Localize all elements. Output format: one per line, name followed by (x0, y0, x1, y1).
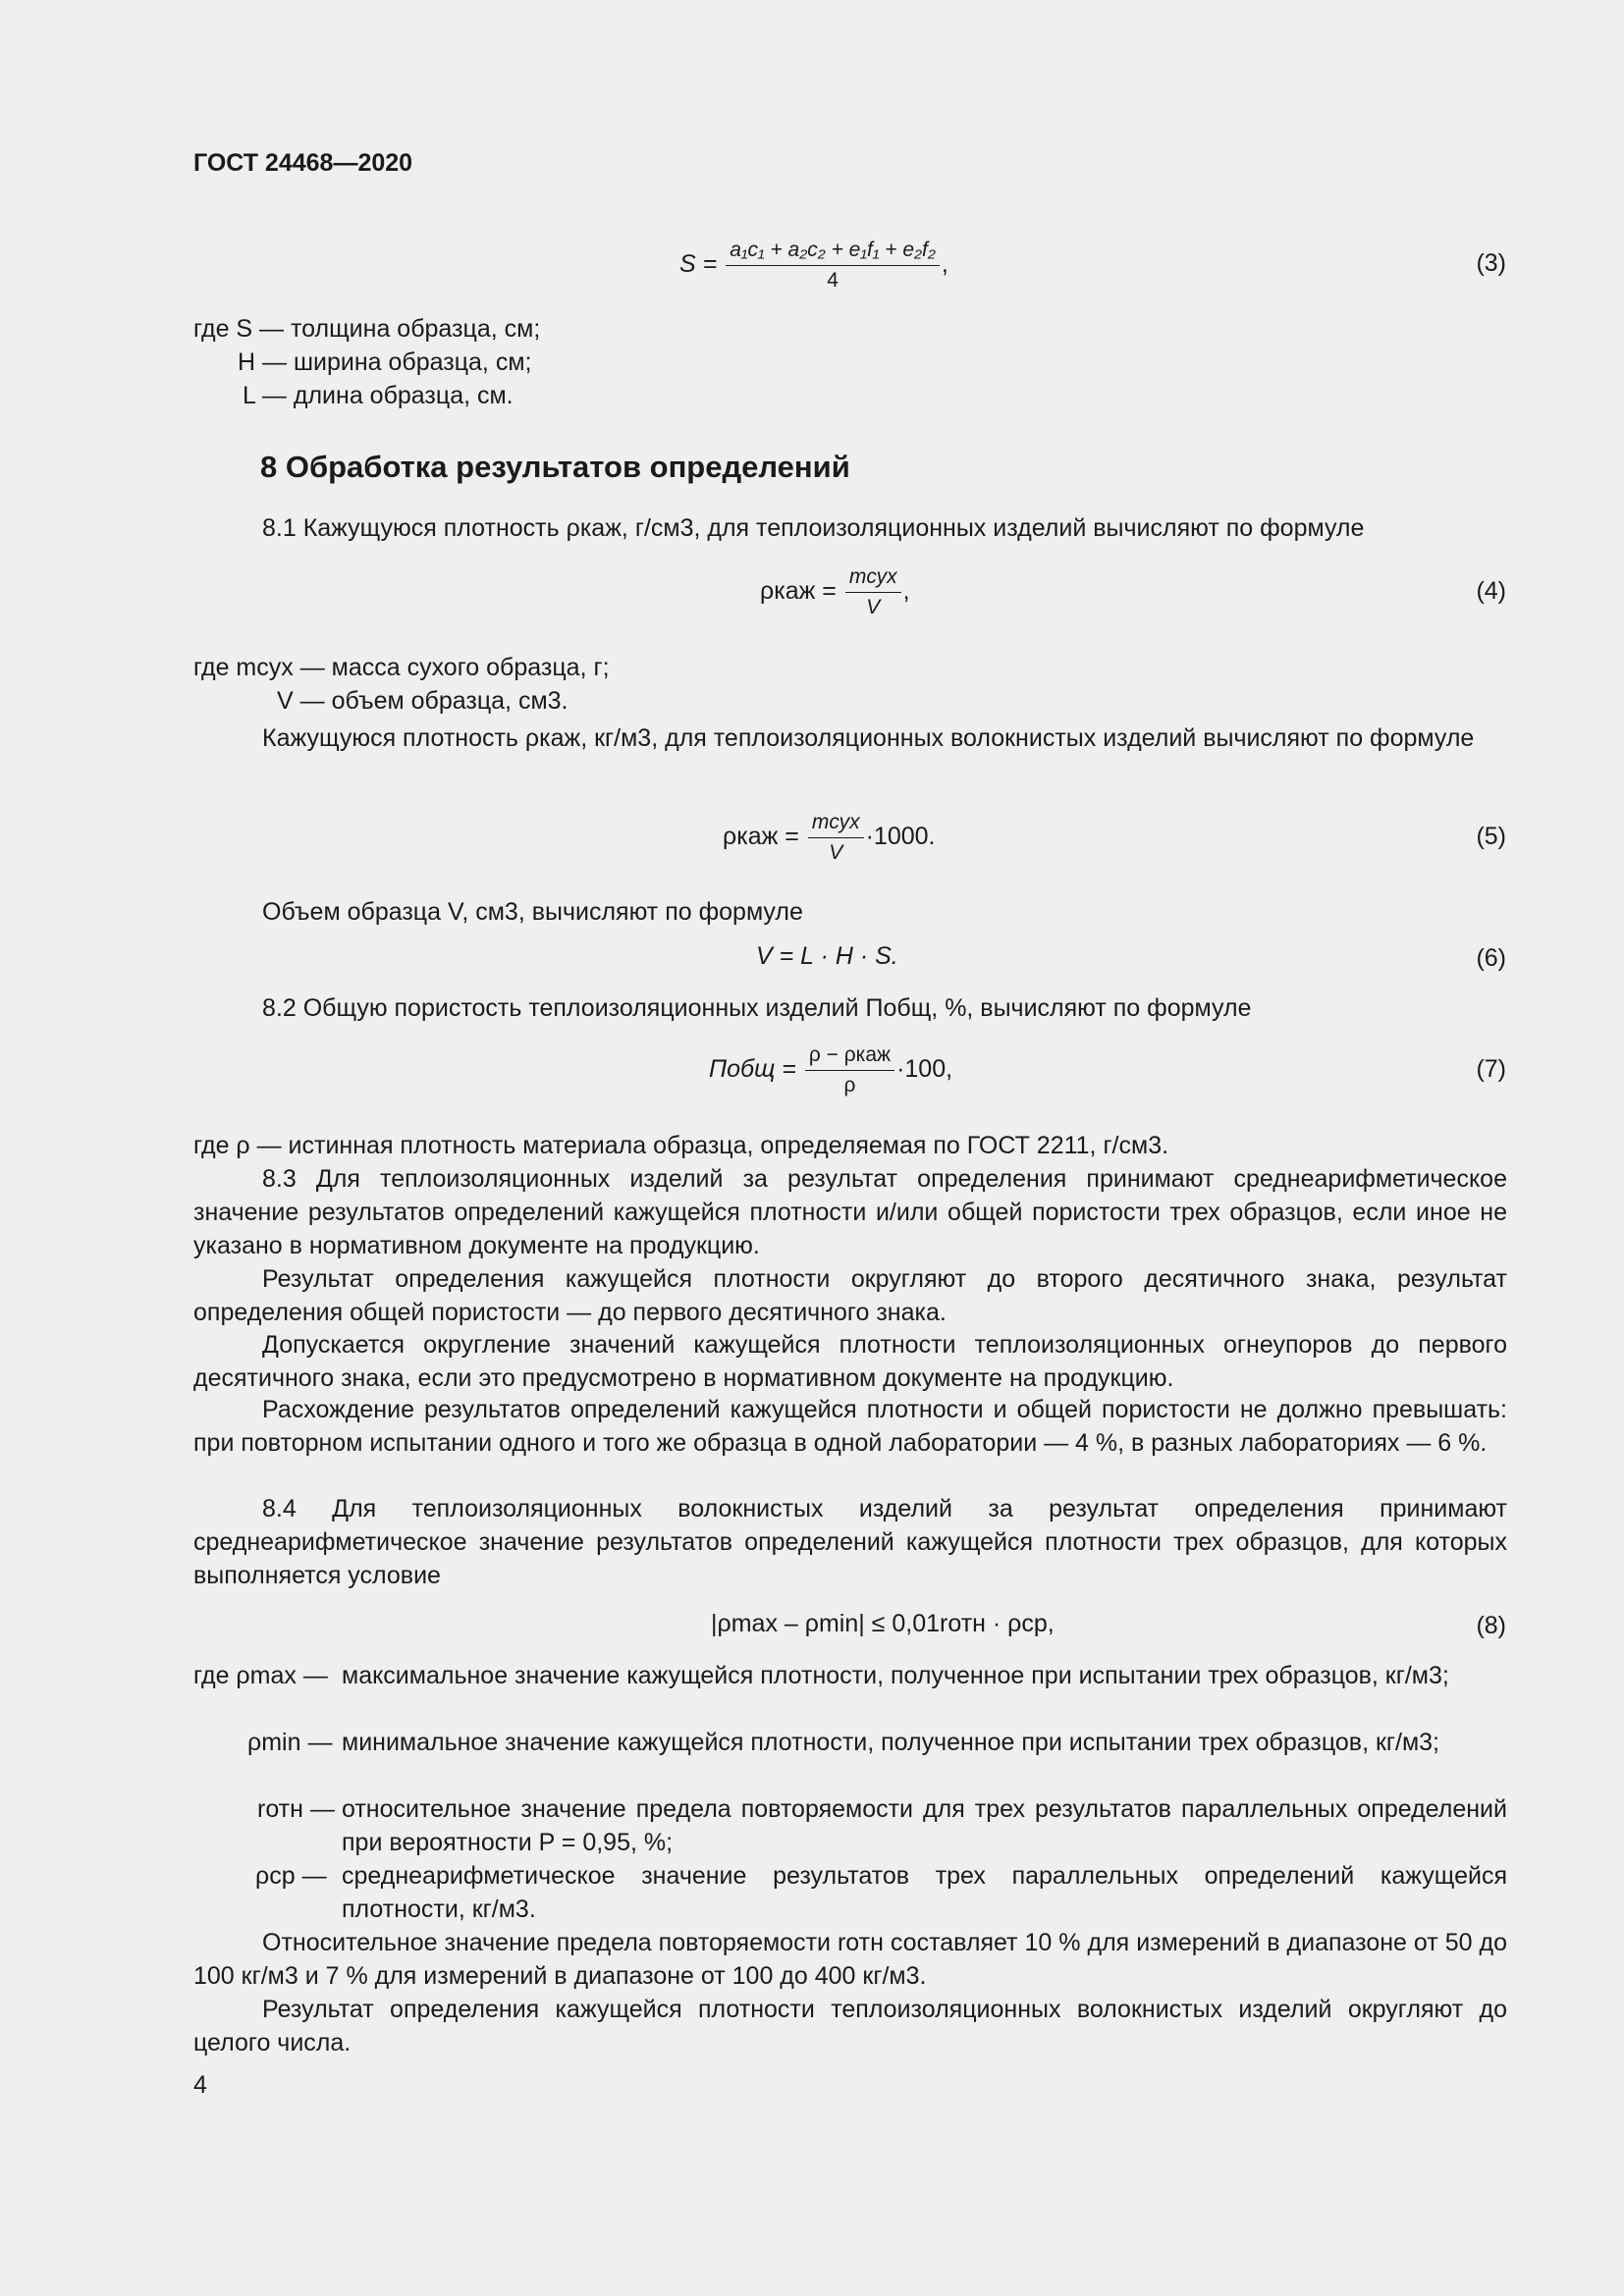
equation-number-8: (8) (1476, 1612, 1506, 1639)
formula-5 (723, 810, 936, 866)
where-h: H — ширина образца, см; (238, 348, 532, 376)
formula-5-denominator: V (829, 841, 843, 864)
formula-5-fraction (808, 810, 864, 866)
paragraph-8-3-discrepancy: Расхождение результатов определений кажущейся плотности и общей пористости не должно превышать: при повторном испытании одного и того же образца в одной лаборатории — 4 %, в разных лабораториях — 6 %. (193, 1396, 1507, 1457)
equation-number-4: (4) (1476, 577, 1506, 605)
where-r-rel-desc: относительное значение предела повторяемости для трех результатов параллельных определений при вероятности P = 0,95, %; (342, 1795, 1507, 1856)
formula-3-numerator: a₁c₁ + a₂c₂ + e₁f₁ + e₂f₂ (726, 238, 940, 266)
where-rho-avg-term: ρср — (255, 1862, 327, 1890)
where-v: V — объем образца, см3. (277, 687, 568, 715)
where-m-dry: где mсух — масса сухого образца, г; (193, 654, 610, 681)
paragraph-8-2: 8.2 Общую пористость теплоизоляционных изделий Побщ, %, вычисляют по формуле (262, 994, 1252, 1022)
formula-4-numerator: mсух (845, 564, 901, 593)
formula-7-tail: ·100, (896, 1055, 953, 1084)
formula-5-tail: ·1000. (865, 823, 936, 851)
where-rho-max-term: где ρmax — (193, 1662, 328, 1689)
equation-number-7: (7) (1476, 1055, 1506, 1083)
formula-8-expression: |ρmax – ρmin| ≤ 0,01rотн · ρср, (711, 1610, 1055, 1637)
paragraph-8-4-rounding: Результат определения кажущейся плотности теплоизоляционных волокнистых изделий округляют до целого числа. (193, 1996, 1507, 2056)
equation-number-5: (5) (1476, 823, 1506, 850)
paragraph-8-3: 8.3 Для теплоизоляционных изделий за результат определения принимают среднеарифметическое значение результатов определений кажущейся плотности и/или общей пористости трех образцов, если иное не указано в нормативном документе на продукцию. (193, 1165, 1507, 1259)
where-rho-avg-desc: среднеарифметическое значение результатов трех параллельных определений кажущейся плотности, кг/м3. (342, 1862, 1507, 1923)
paragraph-8-1: 8.1 Кажущуюся плотность ρкаж, г/см3, для теплоизоляционных изделий вычисляют по формуле (262, 514, 1365, 542)
formula-5-lhs: ρкаж = (723, 823, 799, 851)
formula-3-denominator: 4 (827, 269, 839, 292)
where-r-rel-term: rотн — (257, 1795, 335, 1823)
formula-7-denominator: ρ (843, 1074, 856, 1096)
formula-4-denominator: V (866, 596, 881, 618)
formula-3 (679, 238, 948, 294)
formula-6 (756, 942, 898, 971)
formula-5-numerator: mсух (808, 810, 864, 838)
where-rho-min-term: ρmin — (247, 1729, 333, 1756)
where-rho-min-desc: минимальное значение кажущейся плотности, полученное при испытании трех образцов, кг/м3; (342, 1729, 1439, 1756)
formula-4 (760, 564, 910, 620)
paragraph-8-3-refractory: Допускается округление значений кажущейся плотности теплоизоляционных огнеупоров до первого десятичного знака, если это предусмотрено в нормативном документе на продукцию. (193, 1331, 1507, 1392)
formula-4-tail: , (902, 577, 910, 606)
equation-number-3: (3) (1476, 249, 1506, 277)
paragraph-8-3-rounding: Результат определения кажущейся плотности округляют до второго десятичного знака, результат определения общей пористости — до первого десятичного знака. (193, 1265, 1507, 1326)
formula-7-fraction (805, 1042, 894, 1098)
formula-4-fraction (845, 564, 901, 620)
formula-7-numerator: ρ − ρкаж (805, 1042, 894, 1071)
paragraph-8-4-repeatability: Относительное значение предела повторяемости rотн составляет 10 % для измерений в диапазоне от 50 до 100 кг/м3 и 7 % для измерений в диапазоне от 100 до 400 кг/м3. (193, 1929, 1507, 1990)
formula-7 (709, 1042, 952, 1098)
page-number: 4 (193, 2071, 207, 2099)
where-rho: где ρ — истинная плотность материала образца, определяемая по ГОСТ 2211, г/см3. (193, 1132, 1169, 1159)
formula-3-fraction (726, 238, 940, 294)
paragraph-volume: Объем образца V, см3, вычисляют по формуле (262, 898, 803, 926)
formula-6-expression: V = L · H · S. (756, 942, 898, 970)
paragraph-8-4: 8.4 Для теплоизоляционных волокнистых изделий за результат определения принимают среднеарифметическое значение результатов определений кажущейся плотности трех образцов, для которых выполняется условие (193, 1495, 1507, 1589)
where-s: где S — толщина образца, см; (193, 315, 541, 343)
formula-8 (711, 1610, 1055, 1638)
formula-7-lhs: Побщ = (709, 1055, 796, 1084)
where-rho-max-desc: максимальное значение кажущейся плотности, полученное при испытании трех образцов, кг/м3; (342, 1662, 1449, 1689)
formula-3-tail: , (941, 250, 948, 279)
formula-4-lhs: ρкаж = (760, 577, 837, 606)
where-l: L — длина образца, см. (243, 382, 514, 409)
section-title: 8 Обработка результатов определений (260, 450, 850, 484)
document-header: ГОСТ 24468—2020 (193, 149, 413, 177)
formula-3-lhs: S = (679, 250, 718, 279)
equation-number-6: (6) (1476, 944, 1506, 972)
paragraph-8-1-fibrous: Кажущуюся плотность ρкаж, кг/м3, для теплоизоляционных волокнистых изделий вычисляют по формуле (262, 724, 1475, 752)
